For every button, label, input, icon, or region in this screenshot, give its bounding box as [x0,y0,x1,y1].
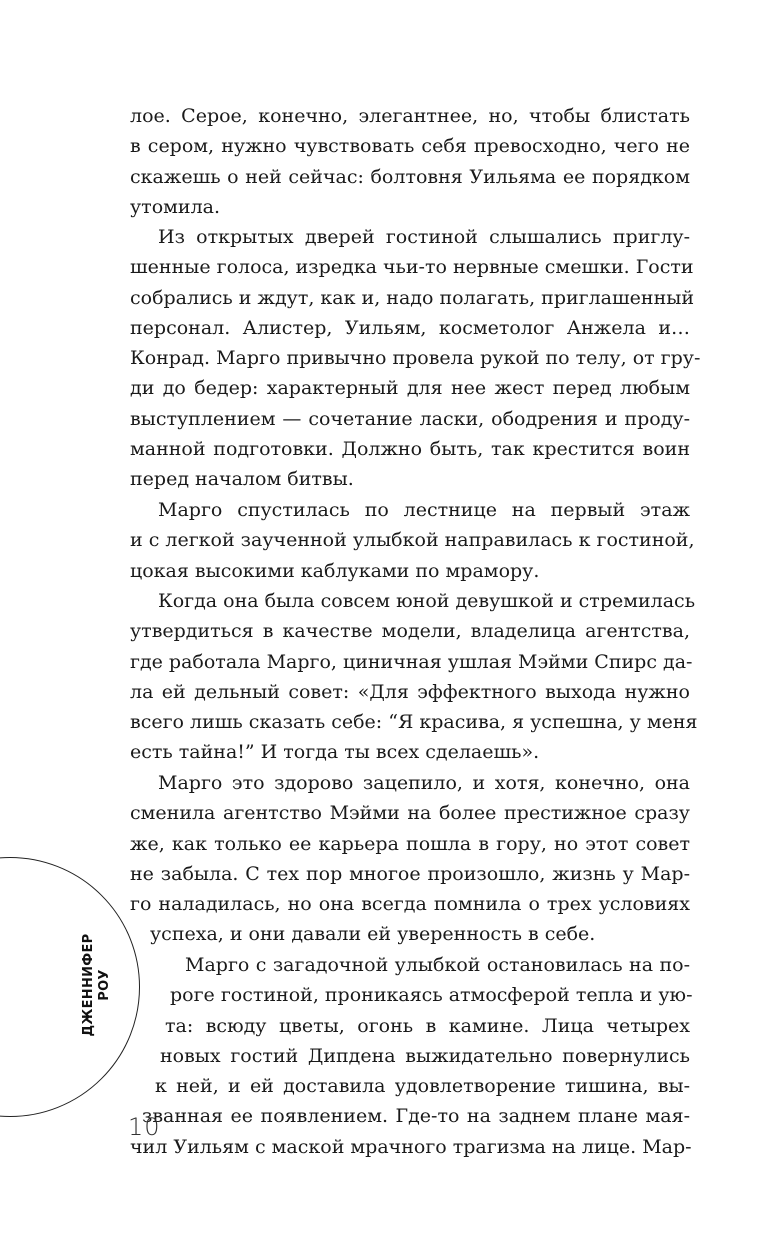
text-line: роге гостиной, проникаясь атмосферой тепла и ую- [170,984,693,1007]
paragraph [130,495,695,586]
paragraph [130,101,690,222]
text-line: званная ее появлением. Где-то на заднем плане мая- [142,1105,690,1128]
text-line: ди до бедер: характерный для нее жест перед любым [130,377,690,400]
text-line: сменила агентство Мэйми на более престижное сразу [130,802,690,825]
text-line: собрались и ждут, как и, надо полагать, приглашенный [130,286,695,309]
text-line: го наладилась, но она всегда помнила о трех условиях [130,893,690,916]
text-line: в сером, нужно чувствовать себя превосходно, чего не [130,135,690,158]
text-line: чил Уильям с маской мрачного трагизма на лице. Мар- [130,1135,692,1158]
text-line: Когда она была совсем юной девушкой и стремилась [158,590,696,612]
page-number: 10 [128,1113,161,1141]
text-line: утвердиться в качестве модели, владелица агентства, [130,620,690,643]
text-line: где работала Марго, циничная ушлая Мэйми Спирс да- [130,650,693,673]
text-line: выступлением — сочетание ласки, ободрения и проду- [130,407,690,430]
text-line: ла ей дельный совет: «Для эффектного выхода нужно [130,680,690,703]
text-line: скажешь о ней сейчас: болтовня Уильяма ее порядком [130,165,690,188]
text-line: Марго с загадочной улыбкой остановилась на по- [185,954,690,976]
paragraph [130,950,693,1162]
text-line: к ней, и ей доставила удовлетворение тишина, вы- [155,1075,690,1098]
text-line: Конрад. Марго привычно провела рукой по телу, от гру- [130,347,701,370]
text-line: манной подготовки. Должно быть, так крестится воин [130,438,690,461]
text-line: Марго это здорово зацепило, и хотя, конечно, она [158,772,690,794]
paragraph [130,768,690,950]
text-line: новых гостий Дипдена выжидательно повернулись [160,1044,690,1067]
text-line: Марго спустилась по лестнице на первый этаж [158,499,690,521]
author-first-name: ДЖЕННИФЕР [81,933,96,1037]
text-line: шенные голоса, изредка чьи-то нервные смешки. Гости [130,256,694,279]
author-circle [0,857,140,1117]
text-line: утомила. [130,195,221,218]
text-line: цокая высокими каблуками по мрамору. [130,559,540,582]
text-line: всего лишь сказать себе: “Я красива, я успешна, у меня [130,711,698,734]
text-line: лое. Серое, конечно, элегантнее, но, чтобы блистать [130,105,690,127]
text-line: не забыла. С тех пор многое произошло, жизнь у Мар- [130,862,690,885]
text-line: перед началом битвы. [130,468,354,491]
text-line: есть тайна!” И тогда ты всех сделаешь». [130,741,540,764]
text-line: Из открытых дверей гостиной слышались приглу- [158,226,690,248]
paragraph [130,586,698,768]
text-line: та: всюду цветы, огонь в камине. Лица четырех [165,1014,690,1037]
text-line: персонал. Алистер, Уильям, косметолог Анжела и… [130,316,690,339]
text-line: успеха, и они давали ей уверенность в себе. [150,923,596,946]
text-line: же, как только ее карьера пошла в гору, но этот совет [130,832,690,855]
paragraph [130,222,701,495]
author-name [81,933,113,1036]
author-last-name: РОУ [97,969,112,1001]
text-line: и с легкой заученной улыбкой направилась к гостиной, [130,529,695,552]
